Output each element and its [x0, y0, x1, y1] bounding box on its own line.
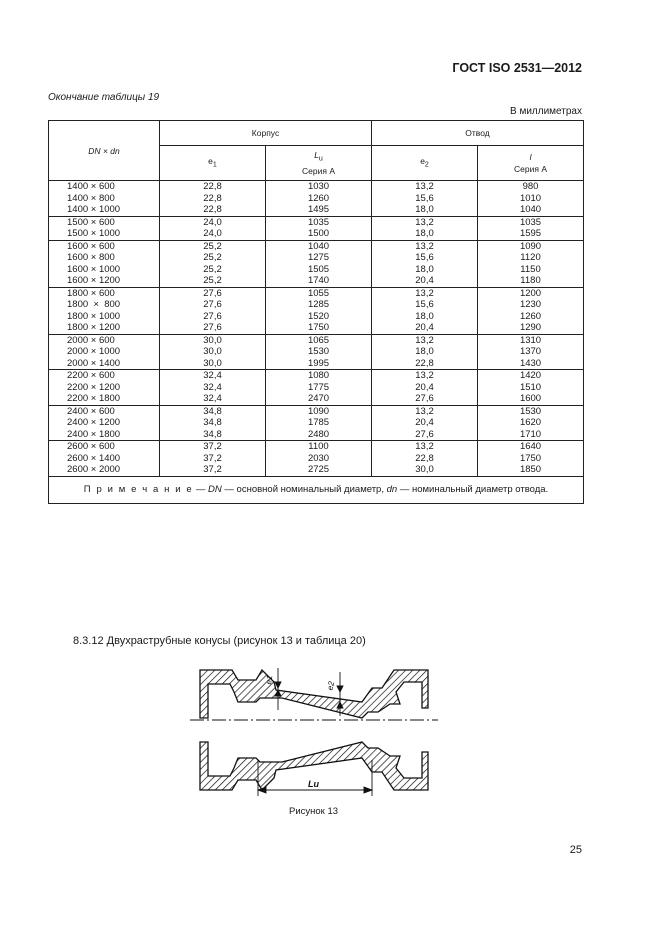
cell-e1 [160, 334, 266, 370]
cell-l [478, 240, 584, 287]
cell-value: 1420 [519, 370, 542, 381]
cell-value: 27,6 [203, 310, 222, 322]
cell-value: 22,8 [415, 452, 434, 464]
cell-value: 1785 [307, 417, 330, 428]
cell-value: 22,8 [415, 357, 434, 369]
cell-dn [49, 287, 160, 334]
cell-value: 1530 [307, 346, 330, 357]
cell-value: 1040 [519, 204, 542, 215]
cell-l [478, 441, 584, 477]
cell-value: 1400 × 800 [67, 192, 115, 204]
cell-value: 1520 [307, 310, 330, 322]
cell-value: 1500 [307, 228, 330, 239]
cell-e2 [372, 181, 478, 217]
cell-value: 1055 [307, 287, 330, 299]
cell-value: 32,4 [203, 393, 222, 404]
cell-value: 1285 [307, 299, 330, 310]
cell-value: 27,6 [203, 299, 222, 310]
cell-value: 1995 [307, 357, 330, 369]
cell-l [478, 405, 584, 441]
label-lu: Lu [308, 779, 319, 789]
cell-value: 1090 [307, 405, 330, 417]
cell-value: 13,2 [415, 334, 434, 346]
cell-value: 1010 [519, 192, 542, 204]
units-label: В миллиметрах [510, 106, 582, 117]
cell-l [478, 287, 584, 334]
cell-value: 1310 [519, 334, 542, 346]
cell-e2 [372, 370, 478, 406]
cell-value: 1030 [307, 181, 330, 192]
cell-value: 1290 [519, 322, 542, 333]
cell-value: 15,6 [415, 192, 434, 204]
cell-lu [266, 370, 372, 406]
cell-value: 1620 [519, 417, 542, 428]
cell-value: 1080 [307, 370, 330, 381]
cell-value: 24,0 [203, 216, 222, 228]
cell-value: 18,0 [415, 204, 434, 215]
cell-e2 [372, 240, 478, 287]
cell-value: 1100 [308, 441, 329, 452]
cell-value: 1260 [519, 310, 542, 322]
cell-value: 1600 × 1200 [67, 275, 121, 286]
cell-value: 2600 × 600 [67, 441, 115, 452]
cell-value: 20,4 [415, 417, 434, 428]
cell-value: 13,2 [415, 287, 434, 299]
cell-value: 1090 [519, 240, 542, 252]
cell-e1 [160, 240, 266, 287]
cell-lu [266, 441, 372, 477]
cell-value: 32,4 [203, 381, 222, 393]
document-code: ГОСТ ISO 2531—2012 [452, 61, 582, 75]
cell-value: 1400 × 1000 [67, 204, 121, 215]
cell-value: 20,4 [415, 322, 434, 333]
cell-value: 34,8 [203, 417, 222, 428]
table-row [49, 181, 584, 217]
cell-value: 2200 × 1800 [67, 393, 121, 404]
cell-value: 22,8 [203, 204, 222, 215]
cell-value: 2725 [307, 464, 330, 475]
cell-e2 [372, 216, 478, 240]
cell-value: 24,0 [203, 228, 222, 239]
figure-caption: Рисунок 13 [289, 806, 339, 817]
cell-value: 22,8 [203, 192, 222, 204]
cell-value: 1065 [307, 334, 330, 346]
cell-lu [266, 334, 372, 370]
cell-value: 1370 [519, 346, 542, 357]
cell-value: 1740 [307, 275, 330, 286]
cell-value: 2200 × 600 [67, 370, 115, 381]
dimensions-table [48, 120, 584, 504]
cell-e2 [372, 441, 478, 477]
cell-value: 20,4 [415, 381, 434, 393]
cell-value: 1640 [519, 441, 542, 452]
cell-value: 1500 × 1000 [67, 228, 121, 239]
cell-value: 13,2 [415, 181, 434, 192]
cell-value: 1595 [519, 228, 542, 239]
table-row [49, 240, 584, 287]
cell-value: 1230 [519, 299, 542, 310]
cell-value: 1180 [520, 275, 541, 286]
cell-value: 25,2 [203, 275, 222, 286]
cell-value: 2400 × 600 [67, 405, 115, 417]
cell-value: 1600 × 600 [67, 240, 115, 252]
cell-value: 27,6 [203, 287, 222, 299]
cell-value: 30,0 [415, 464, 434, 475]
table-row [49, 405, 584, 441]
cell-value: 2000 × 1400 [67, 357, 121, 369]
double-socket-taper-drawing [182, 660, 444, 800]
cell-value: 13,2 [415, 216, 434, 228]
cell-value: 30,0 [203, 334, 222, 346]
cell-value: 34,8 [203, 428, 222, 440]
cell-lu [266, 216, 372, 240]
cell-value: 2600 × 1400 [67, 452, 121, 464]
cell-dn [49, 405, 160, 441]
cell-value: 25,2 [203, 252, 222, 263]
table-row [49, 287, 584, 334]
cell-value: 1260 [307, 192, 330, 204]
cell-value: 18,0 [415, 310, 434, 322]
header-l: l Серия А [478, 146, 584, 181]
cell-value: 34,8 [203, 405, 222, 417]
label-e2: e2 [325, 680, 337, 691]
cell-value: 1495 [307, 204, 330, 215]
cell-value: 30,0 [203, 357, 222, 369]
cell-value: 1600 × 800 [67, 252, 115, 263]
cell-value: 1035 [307, 216, 330, 228]
table-row [49, 216, 584, 240]
cell-value: 2470 [307, 393, 330, 404]
cell-e2 [372, 334, 478, 370]
cell-value: 32,4 [203, 370, 222, 381]
cell-value: 1800 × 600 [67, 287, 115, 299]
header-otvod: Отвод [372, 121, 584, 146]
cell-e1 [160, 405, 266, 441]
section-heading: 8.3.12 Двухраструбные конусы (рисунок 13 и таблица 20) [73, 635, 366, 647]
cell-value: 2000 × 1000 [67, 346, 121, 357]
cell-e1 [160, 441, 266, 477]
cell-value: 18,0 [415, 263, 434, 275]
cell-value: 1750 [519, 452, 542, 464]
table-note: П р и м е ч а н и е — DN — основной номинальный диаметр, dn — номинальный диаметр отвода. [49, 476, 584, 503]
cell-dn [49, 181, 160, 217]
cell-value: 1150 [520, 263, 541, 275]
cell-l [478, 181, 584, 217]
cell-l [478, 370, 584, 406]
cell-e1 [160, 287, 266, 334]
table-row [49, 441, 584, 477]
cell-value: 1035 [519, 216, 542, 228]
cell-l [478, 216, 584, 240]
cell-value: 1040 [307, 240, 330, 252]
cell-value: 1600 [519, 393, 542, 404]
cell-value: 15,6 [415, 252, 434, 263]
cell-value: 18,0 [415, 346, 434, 357]
page-number: 25 [569, 844, 582, 856]
cell-lu [266, 240, 372, 287]
cell-value: 37,2 [203, 441, 222, 452]
cell-value: 30,0 [203, 346, 222, 357]
table-caption: Окончание таблицы 19 [48, 92, 160, 103]
cell-value: 25,2 [203, 263, 222, 275]
cell-value: 1510 [519, 381, 542, 393]
cell-value: 15,6 [415, 299, 434, 310]
cell-dn [49, 334, 160, 370]
cell-value: 1850 [519, 464, 542, 475]
cell-value: 980 [522, 181, 539, 192]
cell-dn [49, 216, 160, 240]
cell-value: 22,8 [203, 181, 222, 192]
cell-value: 2600 × 2000 [67, 464, 121, 475]
table-row [49, 334, 584, 370]
cell-value: 1800 × 800 [67, 299, 121, 310]
cell-value: 1400 × 600 [67, 181, 115, 192]
cell-value: 13,2 [415, 240, 434, 252]
cell-e2 [372, 405, 478, 441]
cell-value: 18,0 [415, 228, 434, 239]
header-e2: $e_2$ [372, 146, 478, 181]
cell-value: 27,6 [203, 322, 222, 333]
cell-value: 1800 × 1000 [67, 310, 121, 322]
cell-value: 2000 × 600 [67, 334, 115, 346]
cell-dn [49, 370, 160, 406]
cell-e2 [372, 287, 478, 334]
cell-value: 1200 [519, 287, 542, 299]
cell-value: 1750 [307, 322, 330, 333]
cell-e1 [160, 216, 266, 240]
cell-value: 2480 [307, 428, 330, 440]
cell-value: 1800 × 1200 [67, 322, 121, 333]
cell-value: 13,2 [415, 370, 434, 381]
header-dn: DN × dn [49, 121, 160, 181]
cell-value: 2400 × 1200 [67, 417, 121, 428]
cell-value: 1430 [519, 357, 542, 369]
header-korpus: Корпус [160, 121, 372, 146]
cell-value: 1600 × 1000 [67, 263, 121, 275]
cell-value: 1530 [519, 405, 542, 417]
cell-value: 1275 [307, 252, 330, 263]
cell-l [478, 334, 584, 370]
cell-value: 1775 [307, 381, 330, 393]
cell-dn [49, 441, 160, 477]
cell-e1 [160, 181, 266, 217]
cell-value: 25,2 [203, 240, 222, 252]
cell-e1 [160, 370, 266, 406]
cell-value: 2030 [307, 452, 330, 464]
header-e1: $e_1$ [160, 146, 266, 181]
cell-value: 13,2 [415, 441, 434, 452]
cell-value: 37,2 [203, 452, 222, 464]
cell-value: 1500 × 600 [67, 216, 115, 228]
cell-value: 27,6 [415, 428, 434, 440]
cell-dn [49, 240, 160, 287]
cell-value: 20,4 [415, 275, 434, 286]
cell-value: 13,2 [415, 405, 434, 417]
cell-lu [266, 287, 372, 334]
cell-value: 2200 × 1200 [67, 381, 121, 393]
cell-value: 37,2 [203, 464, 222, 475]
cell-value: 27,6 [415, 393, 434, 404]
table-row [49, 370, 584, 406]
cell-value: 1710 [519, 428, 542, 440]
cell-lu [266, 405, 372, 441]
label-e1: e1 [264, 674, 275, 685]
cell-value: 2400 × 1800 [67, 428, 121, 440]
pipe-wall-upper [200, 670, 428, 718]
cell-value: 1505 [307, 263, 330, 275]
header-lu: $L_u$ Серия А [266, 146, 372, 181]
cell-value: 1120 [520, 252, 541, 263]
cell-lu [266, 181, 372, 217]
